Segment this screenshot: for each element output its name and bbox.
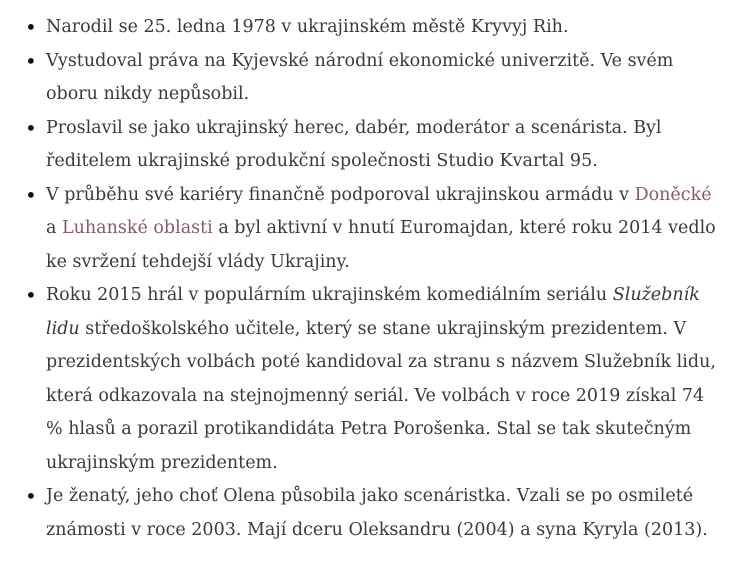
list-item-family xyxy=(25,480,726,547)
item-text: Narodil se 25. ledna 1978 v ukrajinském městě Kryvyj Rih. xyxy=(46,17,569,37)
list-item-career xyxy=(25,112,726,179)
item-text-after: a byl aktivní v hnutí Euromajdan, které roku 2014 vedlo ke svržení tehdejší vlády Ukrajiny. xyxy=(46,218,716,272)
bullet-icon: • xyxy=(25,484,37,508)
link-luhansk[interactable]: Luhanské oblasti xyxy=(62,218,213,238)
list-item-army-support xyxy=(25,179,726,280)
item-text-middle: a xyxy=(46,218,62,238)
item-text-after: středoškolského učitele, který se stane ukrajinským prezidentem. V prezidentských volbách poté kandidoval za stranu s názvem Služebník lidu, která odkazovala na stejnojmenný seriál. Ve volbách v roce 2019 získal 74 % hlasů a porazil protikandidáta Petra Porošenka. Stal se tak skutečným ukrajinským prezidentem. xyxy=(46,318,716,473)
bullet-icon: • xyxy=(25,15,37,39)
item-text: Vystudoval práva na Kyjevské národní ekonomické univerzitě. Ve svém oboru nikdy nepůsobil. xyxy=(46,50,674,104)
list-item-presidency xyxy=(25,279,726,480)
bullet-icon: • xyxy=(25,182,37,207)
series-title: Služebník lidu xyxy=(46,285,700,339)
item-text-before: Roku 2015 hrál v populárním ukrajinském komediálním seriálu xyxy=(46,285,613,305)
item-text-before: V průběhu své kariéry finančně podporoval ukrajinskou armádu v xyxy=(46,184,635,205)
link-donetsk[interactable]: Doněcké xyxy=(634,184,712,205)
bullet-icon: • xyxy=(25,115,37,140)
item-text: Proslavil se jako ukrajinský herec, dabér, moderátor a scenárista. Byl ředitelem ukrajinské produkční společnosti Studio Kvartal 95. xyxy=(46,117,662,171)
bullet-icon: • xyxy=(25,283,37,307)
list-item-birth xyxy=(25,11,726,45)
list-item-education xyxy=(25,45,726,112)
bullet-icon: • xyxy=(25,48,37,73)
item-text: Je ženatý, jeho choť Olena působila jako scenáristka. Vzali se po osmileté známosti v roce 2003. Mají dceru Oleksandru (2004) a syna Kyryla (2013). xyxy=(46,486,708,540)
